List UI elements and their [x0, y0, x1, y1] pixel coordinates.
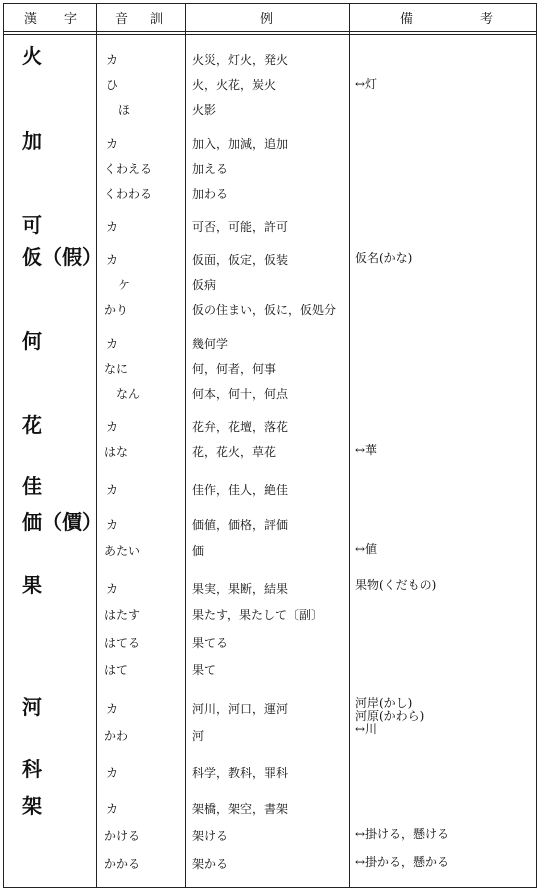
reading: カ: [106, 337, 119, 351]
note: ↔川: [355, 722, 378, 736]
example: 火影: [192, 103, 217, 117]
example: 価: [192, 544, 205, 558]
reading: はたす: [104, 608, 141, 622]
header-kanji-1: 漢: [24, 12, 38, 27]
example: 何本，何十，何点: [192, 387, 289, 401]
example: 花弁，花壇，落花: [192, 420, 289, 434]
example: 架ける: [192, 829, 229, 843]
example: 何，何者，何事: [192, 362, 277, 376]
kanji-char: 火: [22, 44, 42, 68]
kanji-char: 花: [22, 413, 42, 437]
example: 仮面，仮定，仮装: [192, 253, 289, 267]
reading: なに: [104, 362, 129, 376]
example: 果てる: [192, 636, 229, 650]
reading: カ: [106, 483, 119, 497]
example: 佳作，佳人，絶佳: [192, 483, 289, 497]
example: 架かる: [192, 857, 229, 871]
header-divider-double: [3, 34, 537, 35]
reading: カ: [106, 802, 119, 816]
header-notes-2: 考: [480, 12, 494, 27]
reading: ひ: [106, 78, 119, 92]
example: 加わる: [192, 187, 229, 201]
header-divider: [3, 31, 537, 32]
reading: カ: [106, 220, 119, 234]
reading: あたい: [104, 544, 141, 558]
example: 果て: [192, 663, 217, 677]
header-notes-1: 備: [400, 12, 414, 27]
reading: なん: [116, 387, 141, 401]
kanji-char: 何: [22, 329, 42, 353]
reading: カ: [106, 253, 119, 267]
example: 果実，果断，結果: [192, 582, 289, 596]
reading: カ: [106, 420, 119, 434]
header-onkun-1: 音: [115, 12, 129, 27]
kanji-char: 架: [22, 794, 42, 818]
reading: かかる: [104, 857, 141, 871]
header-kanji-2: 字: [64, 12, 78, 27]
kanji-char: 仮（假）: [22, 245, 102, 269]
example: 花，花火，草花: [192, 445, 277, 459]
example: 仮の住まい，仮に，仮処分: [192, 303, 337, 317]
kanji-char: 加: [22, 129, 42, 153]
header-example: 例: [260, 12, 274, 27]
note: 河岸(かし): [355, 696, 413, 710]
header-onkun-2: 訓: [150, 12, 164, 27]
column-divider-kanji: [96, 3, 97, 888]
note: 果物(くだもの): [355, 578, 437, 592]
example: 科学，教科，罪科: [192, 766, 289, 780]
reading: はな: [104, 445, 129, 459]
kanji-char: 佳: [22, 474, 42, 498]
reading: ケ: [118, 278, 131, 292]
reading: はてる: [104, 636, 141, 650]
reading: カ: [106, 137, 119, 151]
example: 河川，河口，運河: [192, 702, 289, 716]
kanji-char: 河: [22, 695, 42, 719]
example: 仮病: [192, 278, 217, 292]
note: 河原(かわら): [355, 709, 425, 723]
reading: カ: [106, 766, 119, 780]
example: 架橋，架空，書架: [192, 802, 289, 816]
note: ↔華: [355, 443, 378, 457]
reading: くわえる: [104, 162, 153, 176]
example: 可否，可能，許可: [192, 220, 289, 234]
example: 価値，価格，評価: [192, 518, 289, 532]
example: 加入，加減，追加: [192, 137, 289, 151]
example: 幾何学: [192, 337, 229, 351]
note: ↔灯: [355, 77, 378, 91]
reading: カ: [106, 518, 119, 532]
example: 火，火花，炭火: [192, 78, 277, 92]
column-divider-examples: [349, 3, 350, 888]
example: 河: [192, 729, 205, 743]
kanji-char: 科: [22, 757, 42, 781]
note: ↔掛ける，懸ける: [355, 827, 450, 841]
column-divider-readings: [185, 3, 186, 888]
reading: カ: [106, 702, 119, 716]
note: ↔値: [355, 542, 378, 556]
note: ↔掛かる，懸かる: [355, 855, 450, 869]
example: 果たす，果たして〔副〕: [192, 608, 324, 622]
reading: かり: [104, 303, 129, 317]
reading: くわわる: [104, 187, 153, 201]
kanji-char: 可: [22, 213, 42, 237]
reading: かける: [104, 829, 141, 843]
example: 加える: [192, 162, 229, 176]
reading: カ: [106, 53, 119, 67]
note: 仮名(かな): [355, 251, 413, 265]
reading: かわ: [104, 729, 129, 743]
kanji-char: 果: [22, 573, 42, 597]
reading: はて: [104, 663, 129, 677]
example: 火災，灯火，発火: [192, 53, 289, 67]
reading: ほ: [118, 103, 131, 117]
kanji-char: 価（價）: [22, 510, 102, 534]
reading: カ: [106, 582, 119, 596]
